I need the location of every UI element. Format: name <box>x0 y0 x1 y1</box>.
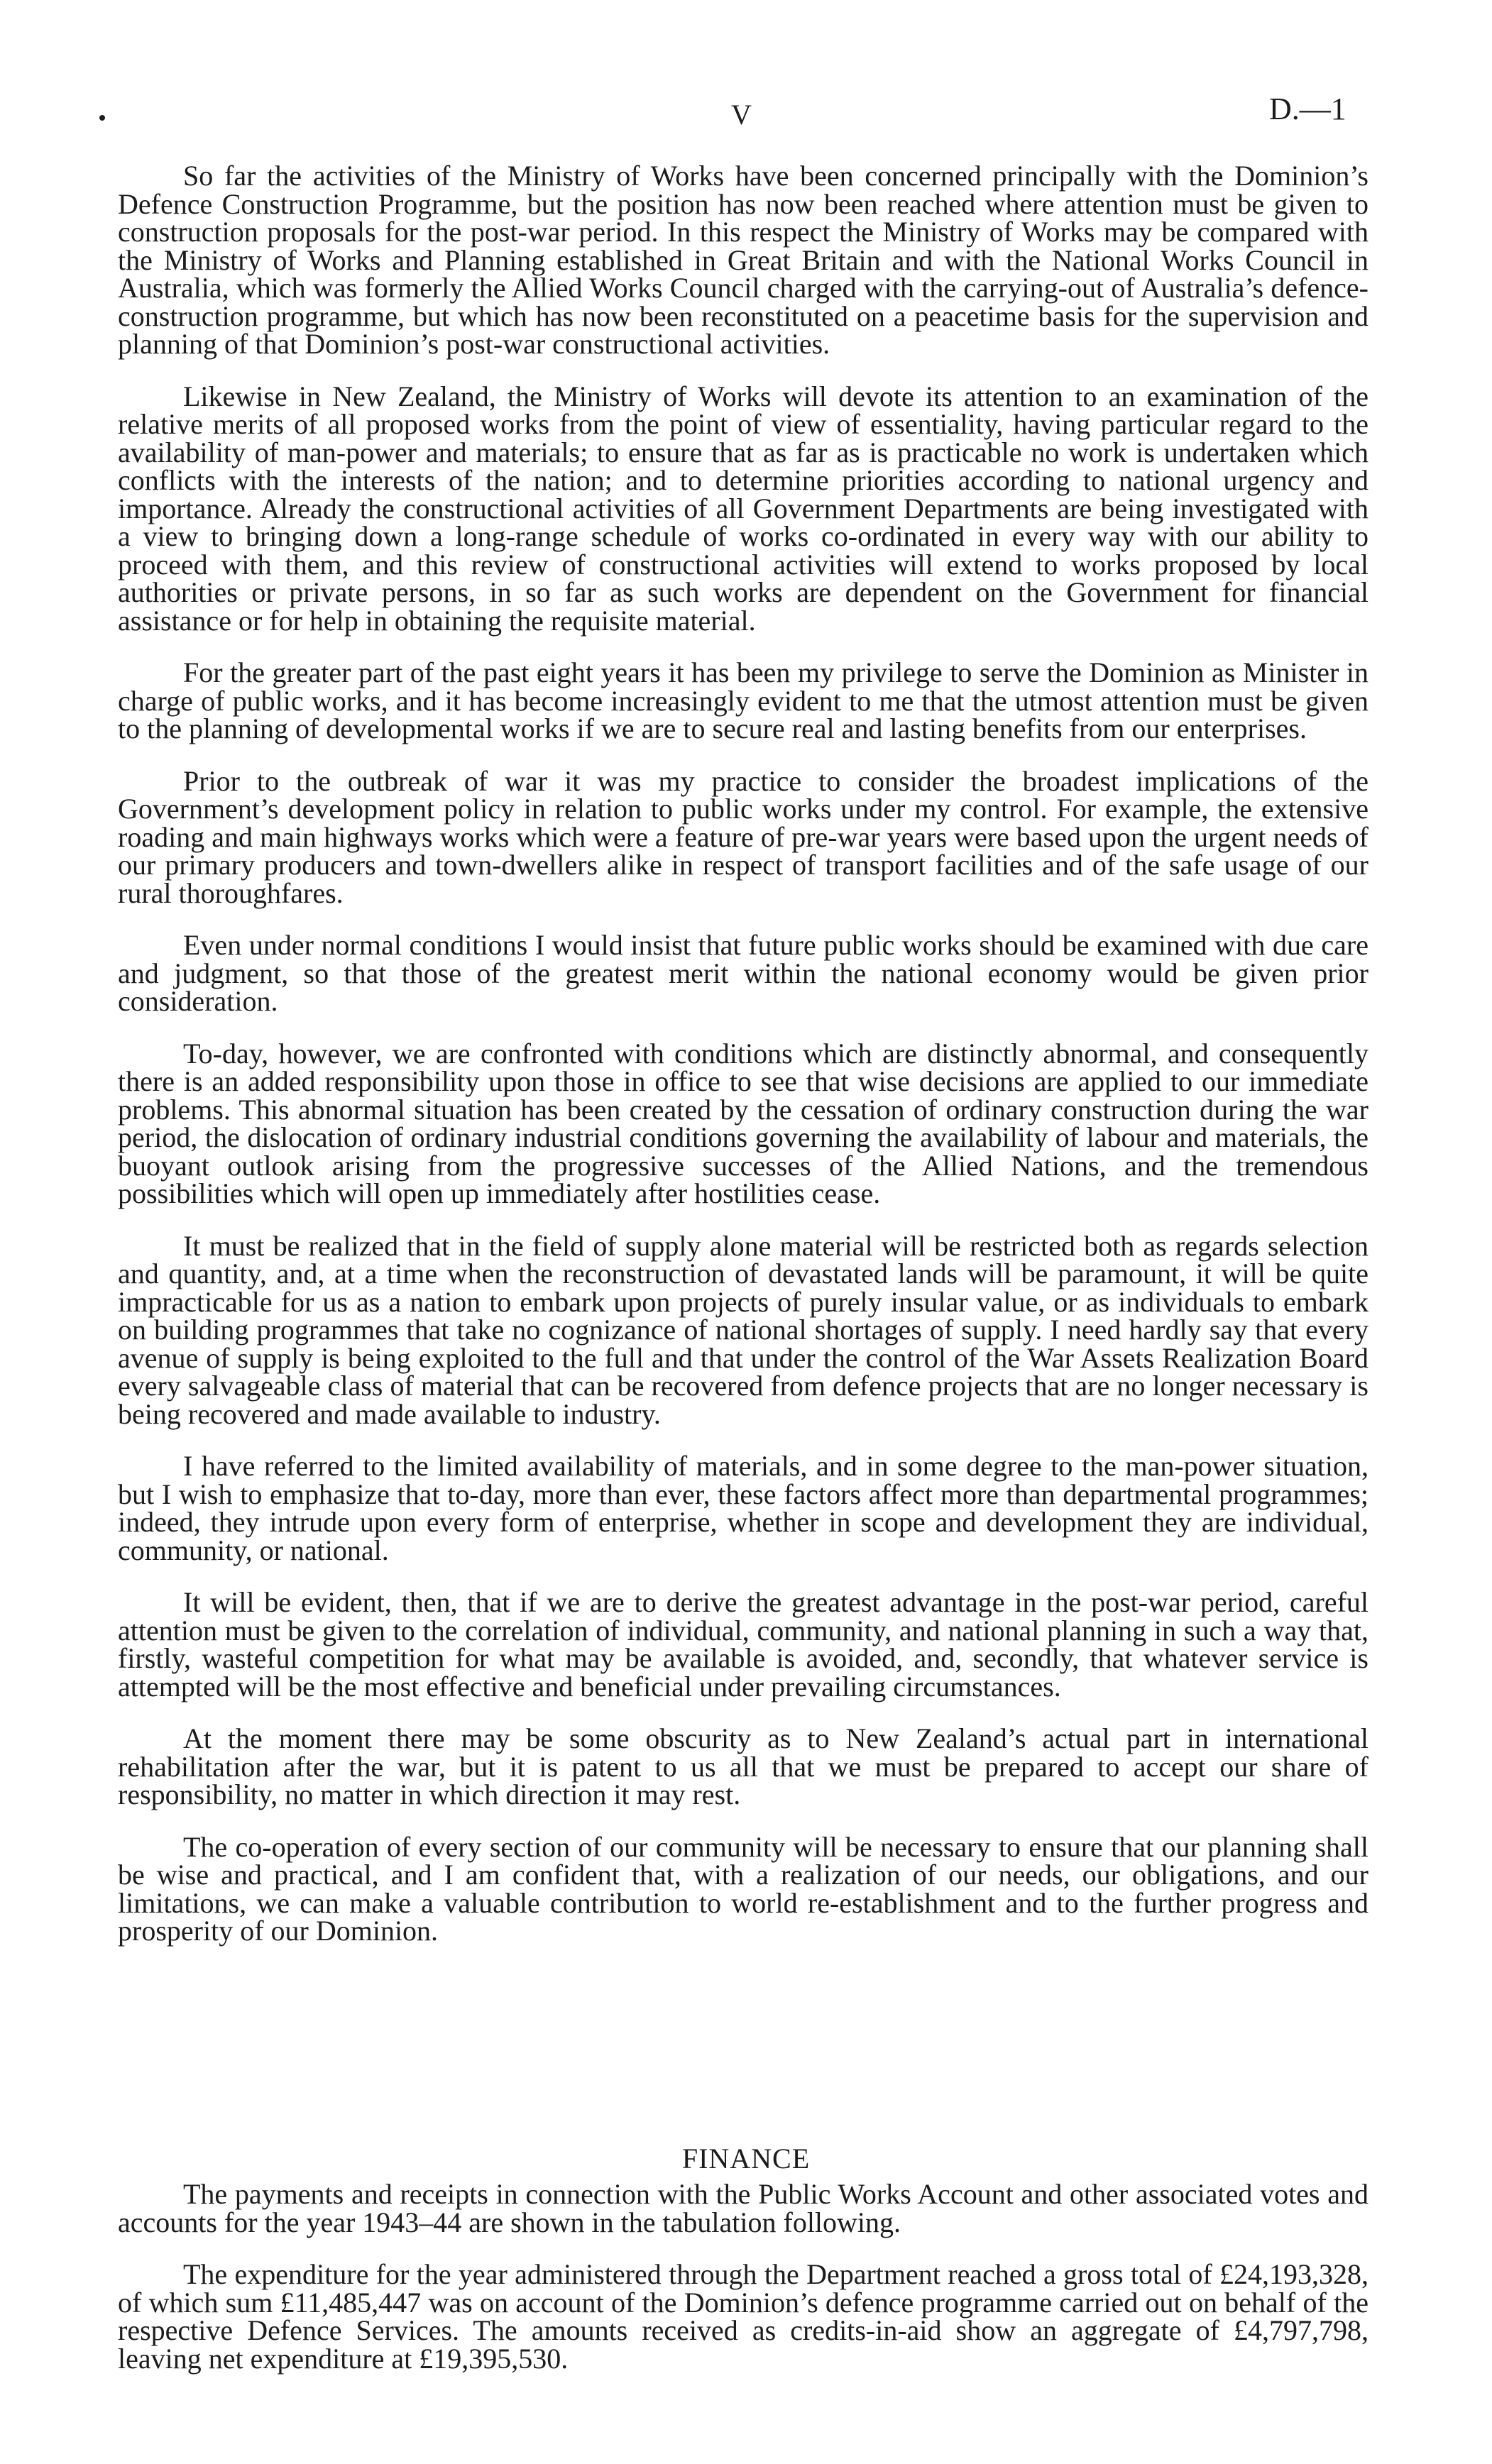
page-number: V <box>731 99 752 131</box>
finance-paragraph: The expenditure for the year administered through the Department reached a gross total of £24,193,328, of which sum £11,485,447 was on account of the Dominion’s defence programme carried out on behalf of the respective Defence Services. The amounts received as credits-in-aid show an aggregate of £4,797,798, leaving net expenditure at £19,395,530. <box>118 2258 1368 2375</box>
paragraph: I have referred to the limited availability of materials, and in some degree to the man-power situation, but I wish to emphasize that to-day, more than ever, these factors affect more than departmental programmes; indeed, they intrude upon every form of enterprise, whether in scope and development they are individual, community, or national. <box>118 1450 1368 1566</box>
paragraph: Likewise in New Zealand, the Ministry of Works will devote its attention to an examination of the relative merits of all proposed works from the point of view of essentiality, having particular regard to the availability of man-power and materials; to ensure that as far as is practicable no work is undertaken which conflicts with the interests of the nation; and to determine priorities according to national urgency and importance. Already the constructional activities of all Government Departments are being investigated with a view to bringing down a long-range schedule of works co-ordinated in every way with our ability to proceed with them, and this review of constructional activities will extend to works proposed by local authorities or private persons, in so far as such works are dependent on the Government for financial assistance or for help in obtaining the requisite material. <box>118 380 1368 637</box>
paragraph: For the greater part of the past eight years it has been my privilege to serve the Dominion as Minister in charge of public works, and it has become increasingly evident to me that the utmost attention must be given to the planning of developmental works if we are to secure real and lasting benefits from our enterprises. <box>118 656 1368 744</box>
paragraph: It must be realized that in the field of supply alone material will be restricted both as regards selection and quantity, and, at a time when the reconstruction of devastated lands will be paramount, it will be quite impracticable for us as a nation to embark upon projects of purely insular value, or as individuals to embark on building programmes that take no cognizance of national shortages of supply. I need hardly say that every avenue of supply is being exploited to the full and that under the control of the War Assets Realization Board every salvageable class of material that can be recovered from defence projects that are no longer necessary is being recovered and made available to industry. <box>118 1229 1368 1430</box>
paragraph: It will be evident, then, that if we are to derive the greatest advantage in the post-war period, careful attention must be given to the correlation of individual, community, and national planning in such a way that, firstly, wasteful competition for what may be available is avoided, and, secondly, that whatever service is attempted will be the most effective and beneficial under prevailing circumstances. <box>118 1586 1368 1703</box>
paragraph: At the moment there may be some obscurity as to New Zealand’s actual part in international rehabilitation after the war, but it is patent to us all that we must be prepared to accept our share of responsibility, no matter in which direction it may rest. <box>118 1722 1368 1810</box>
finance-section <box>118 2180 1368 2397</box>
paragraph: So far the activities of the Ministry of Works have been concerned principally with the Dominion’s Defence Construction Programme, but the position has now been reached where attention must be given to construction proposals for the post-war period. In this respect the Ministry of Works may be compared with the Ministry of Works and Planning established in Great Britain and with the National Works Council in Australia, which was formerly the Allied Works Council charged with the carrying-out of Australia’s defence-construction programme, but which has now been reconstituted on a peacetime basis for the supervision and planning of that Dominion’s post-war constructional activities. <box>118 160 1368 360</box>
finance-paragraph: The payments and receipts in connection with the Public Works Account and other associated votes and accounts for the year 1943–44 are shown in the tabulation following. <box>118 2178 1368 2238</box>
paragraph: To-day, however, we are confronted with conditions which are distinctly abnormal, and consequently there is an added responsibility upon those in office to see that wise decisions are applied to our immediate problems. This abnormal situation has been created by the cessation of ordinary construction during the war period, the dislocation of ordinary industrial conditions governing the availability of labour and materials, the buoyant outlook arising from the progressive successes of the Allied Nations, and the tremendous possibilities which will open up immediately after hostilities cease. <box>118 1037 1368 1209</box>
paragraph: The co-operation of every section of our community will be necessary to ensure that our planning shall be wise and practical, and I am confident that, with a realization of our needs, our obligations, and our limitations, we can make a valuable contribution to world re-establishment and to the further progress and prosperity of our Dominion. <box>118 1830 1368 1947</box>
body-text <box>118 162 1368 1969</box>
paragraph: Prior to the outbreak of war it was my practice to consider the broadest implications of the Government’s development policy in relation to public works under my control. For example, the extensive roading and main highways works which were a feature of pre-war years were based upon the urgent needs of our primary producers and town-dwellers alike in respect of transport facilities and of the safe usage of our rural thoroughfares. <box>118 764 1368 909</box>
paragraph: Even under normal conditions I would insist that future public works should be examined with due care and judgment, so that those of the greatest merit within the national economy would be given prior consideration. <box>118 929 1368 1017</box>
finance-heading: FINANCE <box>681 2143 811 2174</box>
margin-dot-mark <box>99 115 105 121</box>
document-reference: D.—1 <box>1269 92 1346 126</box>
